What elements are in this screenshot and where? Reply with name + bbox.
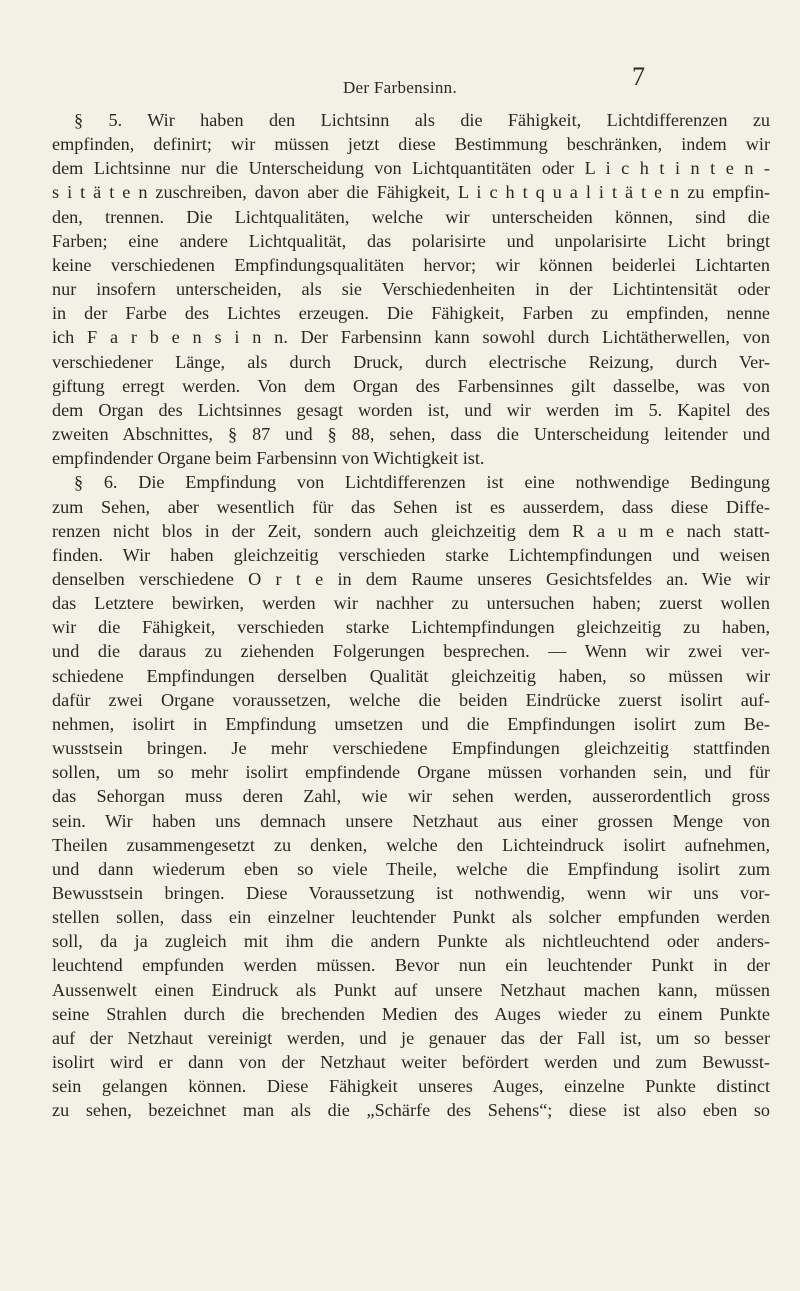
text-line: isolirt wird er dann von der Netzhaut weiter befördert werden und zum Bewusst- xyxy=(52,1052,770,1073)
text-line: ich F a r b e n s i n n. Der Farbensinn kann sowohl durch Lichtätherwellen, von xyxy=(52,327,770,348)
text-line: soll, da ja zugleich mit ihm die andern Punkte als nichtleuchtend oder anders- xyxy=(52,931,770,952)
text-line: sollen, um so mehr isolirt empfindende Organe müssen vorhanden sein, und für xyxy=(52,762,770,783)
text-line: giftung erregt werden. Von dem Organ des Farbensinnes gilt dasselbe, was von xyxy=(52,375,770,396)
text-line: den, trennen. Die Lichtqualitäten, welche wir unterscheiden können, sind die xyxy=(52,206,770,227)
text-line: zweiten Abschnittes, § 87 und § 88, sehen, dass die Unterscheidung leitender und xyxy=(52,424,770,445)
text-line: keine verschiedenen Empfindungsqualitäten hervor; wir können beiderlei Lichtarten xyxy=(52,254,770,275)
text-line: Bewusstsein bringen. Diese Voraussetzung ist nothwendig, wenn wir uns vor- xyxy=(52,883,770,903)
text-line: denselben verschiedene O r t e in dem Raume unseres Gesichtsfeldes an. Wie wir xyxy=(52,568,770,589)
text-line: auf der Netzhaut vereinigt werden, und je genauer das der Fall ist, um so besser xyxy=(52,1027,770,1048)
running-title: Der Farbensinn. xyxy=(342,78,458,97)
text-line: Theilen zusammengesetzt zu denken, welche den Lichteindruck isolirt aufnehmen, xyxy=(52,834,770,855)
text-line: zum Sehen, aber wesentlich für das Sehen ist es ausserdem, dass diese Diffe- xyxy=(52,496,770,517)
text-line: nehmen, isolirt in Empfindung umsetzen und die Empfindungen isolirt zum Be- xyxy=(52,713,770,734)
text-line: empfindender Organe beim Farbensinn von Wichtigkeit ist. xyxy=(52,448,485,469)
text-line: § 5. Wir haben den Lichtsinn als die Fähigkeit, Lichtdifferenzen zu xyxy=(74,110,770,130)
text-line: das Sehorgan muss deren Zahl, wie wir sehen werden, ausserordentlich gross xyxy=(52,786,770,807)
text-line: § 6. Die Empfindung von Lichtdifferenzen ist eine nothwendige Bedingung xyxy=(74,472,770,493)
text-line: das Letztere bewirken, werden wir nachher zu untersuchen haben; zuerst wollen xyxy=(52,593,770,614)
text-line: wusstsein bringen. Je mehr verschiedene Empfindungen gleichzeitig stattfinden xyxy=(52,738,770,759)
text-line: seine Strahlen durch die brechenden Medien des Auges wieder zu einem Punkte xyxy=(52,1003,770,1024)
text-line: empfinden, definirt; wir müssen jetzt diese Bestimmung beschränken, indem wir xyxy=(52,134,770,155)
text-line: schiedene Empfindungen derselben Qualität gleichzeitig haben, so müssen wir xyxy=(52,665,770,686)
text-line: in der Farbe des Lichtes erzeugen. Die Fähigkeit, Farben zu empfinden, nenne xyxy=(52,303,770,324)
text-line: sein. Wir haben uns demnach unsere Netzhaut aus einer grossen Menge von xyxy=(52,810,770,831)
text-line: und die daraus zu ziehenden Folgerungen besprechen. — Wenn wir zwei ver- xyxy=(52,641,770,662)
text-line: verschiedener Länge, als durch Druck, durch electrische Reizung, durch Ver- xyxy=(52,351,770,372)
text-line: zu sehen, bezeichnet man als die „Schärfe des Sehens“; diese ist also eben so xyxy=(52,1100,770,1121)
text-line: stellen sollen, dass ein einzelner leuchtender Punkt als solcher empfunden werden xyxy=(52,907,770,928)
text-line: wir die Fähigkeit, verschieden starke Lichtempfindungen gleichzeitig zu haben, xyxy=(52,617,770,638)
text-line: dem Organ des Lichtsinnes gesagt worden ist, und wir werden im 5. Kapitel des xyxy=(52,399,770,420)
text-line: sein gelangen können. Diese Fähigkeit unseres Auges, einzelne Punkte distinct xyxy=(52,1076,770,1097)
page-number: 7 xyxy=(632,62,645,91)
text-line: renzen nicht blos in der Zeit, sondern auch gleichzeitig dem R a u m e nach statt- xyxy=(52,520,770,541)
text-line: dem Lichtsinne nur die Unterscheidung von Lichtquantitäten oder L i c h t i n t e n - xyxy=(52,158,770,179)
body-text xyxy=(52,108,770,1123)
text-line: nur insofern unterscheiden, als sie Verschiedenheiten in der Lichtintensität oder xyxy=(52,279,770,300)
text-line: s i t ä t e n zuschreiben, davon aber die Fähigkeit, L i c h t q u a l i t ä t e n zu empfin- xyxy=(52,182,770,203)
text-line: Aussenwelt einen Eindruck als Punkt auf unsere Netzhaut machen kann, müssen xyxy=(52,979,770,1000)
text-line: finden. Wir haben gleichzeitig verschieden starke Lichtempfindungen und weisen xyxy=(52,544,770,565)
text-line: leuchtend empfunden werden müssen. Bevor nun ein leuchtender Punkt in der xyxy=(52,955,770,976)
text-line: Farben; eine andere Lichtqualität, das polarisirte und unpolarisirte Licht bringt xyxy=(52,230,770,251)
text-line: dafür zwei Organe voraussetzen, welche die beiden Eindrücke zuerst isolirt auf- xyxy=(52,689,770,710)
text-line: und dann wiederum eben so viele Theile, welche die Empfindung isolirt zum xyxy=(52,858,770,879)
